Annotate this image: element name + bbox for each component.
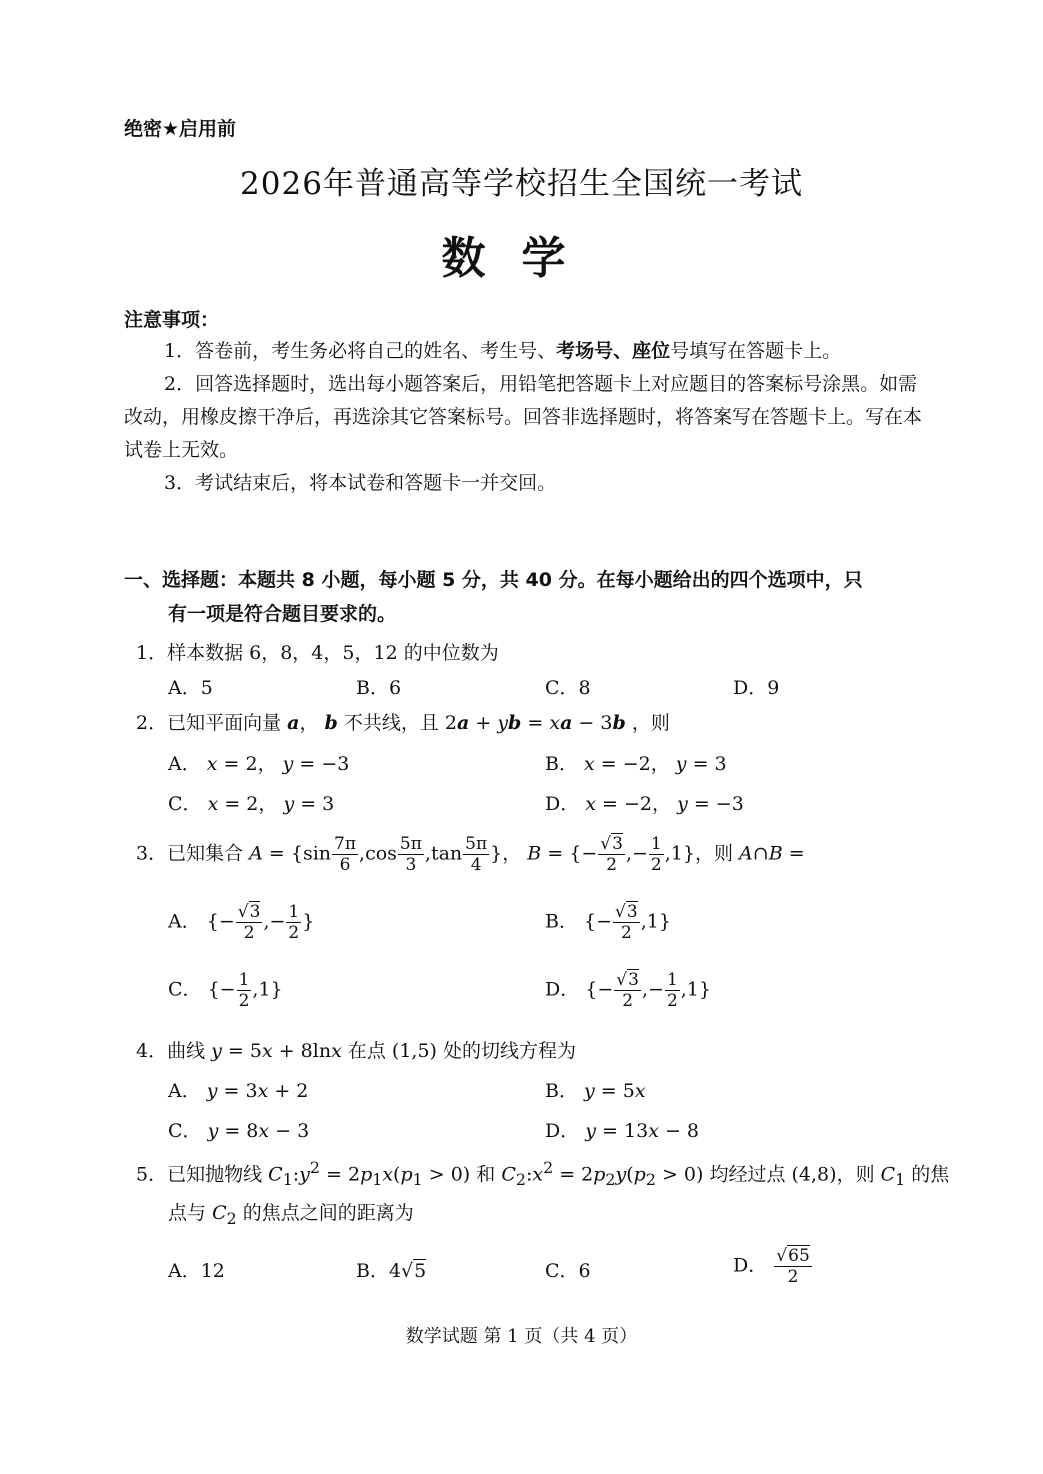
question-4-option-a: A． y = 3x + 2 — [168, 1080, 309, 1102]
question-2-option-c: C． x = 2， y = 3 — [168, 793, 335, 815]
notice-heading: 注意事项： — [124, 309, 220, 331]
question-5-option-c: C．6 — [545, 1260, 591, 1282]
notice-list — [124, 335, 924, 500]
confidential-label: 绝密★启用前 — [124, 118, 237, 140]
notice-item-3: 3．考试结束后，将本试卷和答题卡一并交回。 — [164, 472, 557, 494]
question-1-option-c: C．8 — [545, 677, 591, 699]
question-3-stem: 3．已知集合 A = {sin $\frac{7\pi}{6}$ ,cos $\frac{5\pi}{3}$ ,tan $\frac{5\pi}{4}$ }， B = {− $\frac{√3}{2}$ ,− $\frac{1}{2}$ ,1}，则 A∩B = — [136, 834, 805, 875]
notice-item-1: 1．答卷前，考生务必将自己的姓名、考生号、考场号、座位号填写在答题卡上。 — [164, 340, 842, 362]
question-1-option-b: B．6 — [356, 677, 402, 699]
question-2-option-d: D． x = −2， y = −3 — [545, 793, 744, 815]
notice-item-2: 2．回答选择题时，选出每小题答案后，用铅笔把答题卡上对应题目的答案标号涂黑。如需改动，用橡皮擦干净后，再选涂其它答案标号。回答非选择题时，将答案写在答题卡上。写在本试卷上无效。 — [124, 373, 923, 461]
question-5-stem-line-1: 5．已知抛物线 $C_1:y^2 = 2p_1x(p_1 > 0)$ 和 $C_2:x^2 = 2p_2y(p_2 > 0)$ 均经过点 (4,8)，则 $C_1$ 的焦 — [136, 1158, 950, 1190]
exam-title: 2026年普通高等学校招生全国统一考试 — [240, 166, 803, 202]
question-1-option-a: A．5 — [168, 677, 213, 699]
question-5-option-a: A．12 — [168, 1260, 225, 1282]
question-4-option-b: B． y = 5x — [545, 1080, 646, 1102]
question-3-option-a: A． {− $\frac{√3}{2}$ ,− $\frac{1}{2}$ } — [168, 902, 315, 943]
question-2-option-a: A． x = 2， y = −3 — [168, 753, 350, 775]
subject-title: 数学 — [441, 233, 602, 284]
question-4-stem: 4．曲线 y = 5x + 8lnx 在点 (1,5) 处的切线方程为 — [136, 1040, 577, 1062]
page-footer: 数学试题 第 1 页（共 4 页） — [405, 1326, 638, 1347]
question-1-stem: 1．样本数据 6，8，4，5，12 的中位数为 — [136, 642, 499, 664]
question-3-option-d: D． {− $\frac{√3}{2}$ ,− $\frac{1}{2}$ ,1} — [545, 970, 711, 1011]
question-3-option-b: B． {− $\frac{√3}{2}$ ,1} — [545, 902, 671, 943]
question-2-stem: 2．已知平面向量 a， b 不共线，且 2a + yb = xa − 3b ，则 — [136, 712, 670, 734]
question-2-option-b: B． x = −2， y = 3 — [545, 753, 727, 775]
question-5-stem-line-2: 点与 $C_2$ 的焦点之间的距离为 — [168, 1202, 414, 1228]
question-5-option-d: D． $\frac{√65}{2}$ — [733, 1246, 810, 1287]
section-heading: 一、选择题：本题共 8 小题，每小题 5 分，共 40 分。在每小题给出的四个选项中，只 有一项是符合题目要求的。 — [124, 569, 863, 625]
question-4-option-d: D． y = 13x − 8 — [545, 1120, 700, 1142]
question-5-option-b: B．4√5 — [356, 1260, 427, 1282]
question-1-option-d: D．9 — [733, 677, 780, 699]
question-3-option-c: C． {− $\frac{1}{2}$ ,1} — [168, 970, 283, 1011]
question-4-option-c: C． y = 8x − 3 — [168, 1120, 310, 1142]
